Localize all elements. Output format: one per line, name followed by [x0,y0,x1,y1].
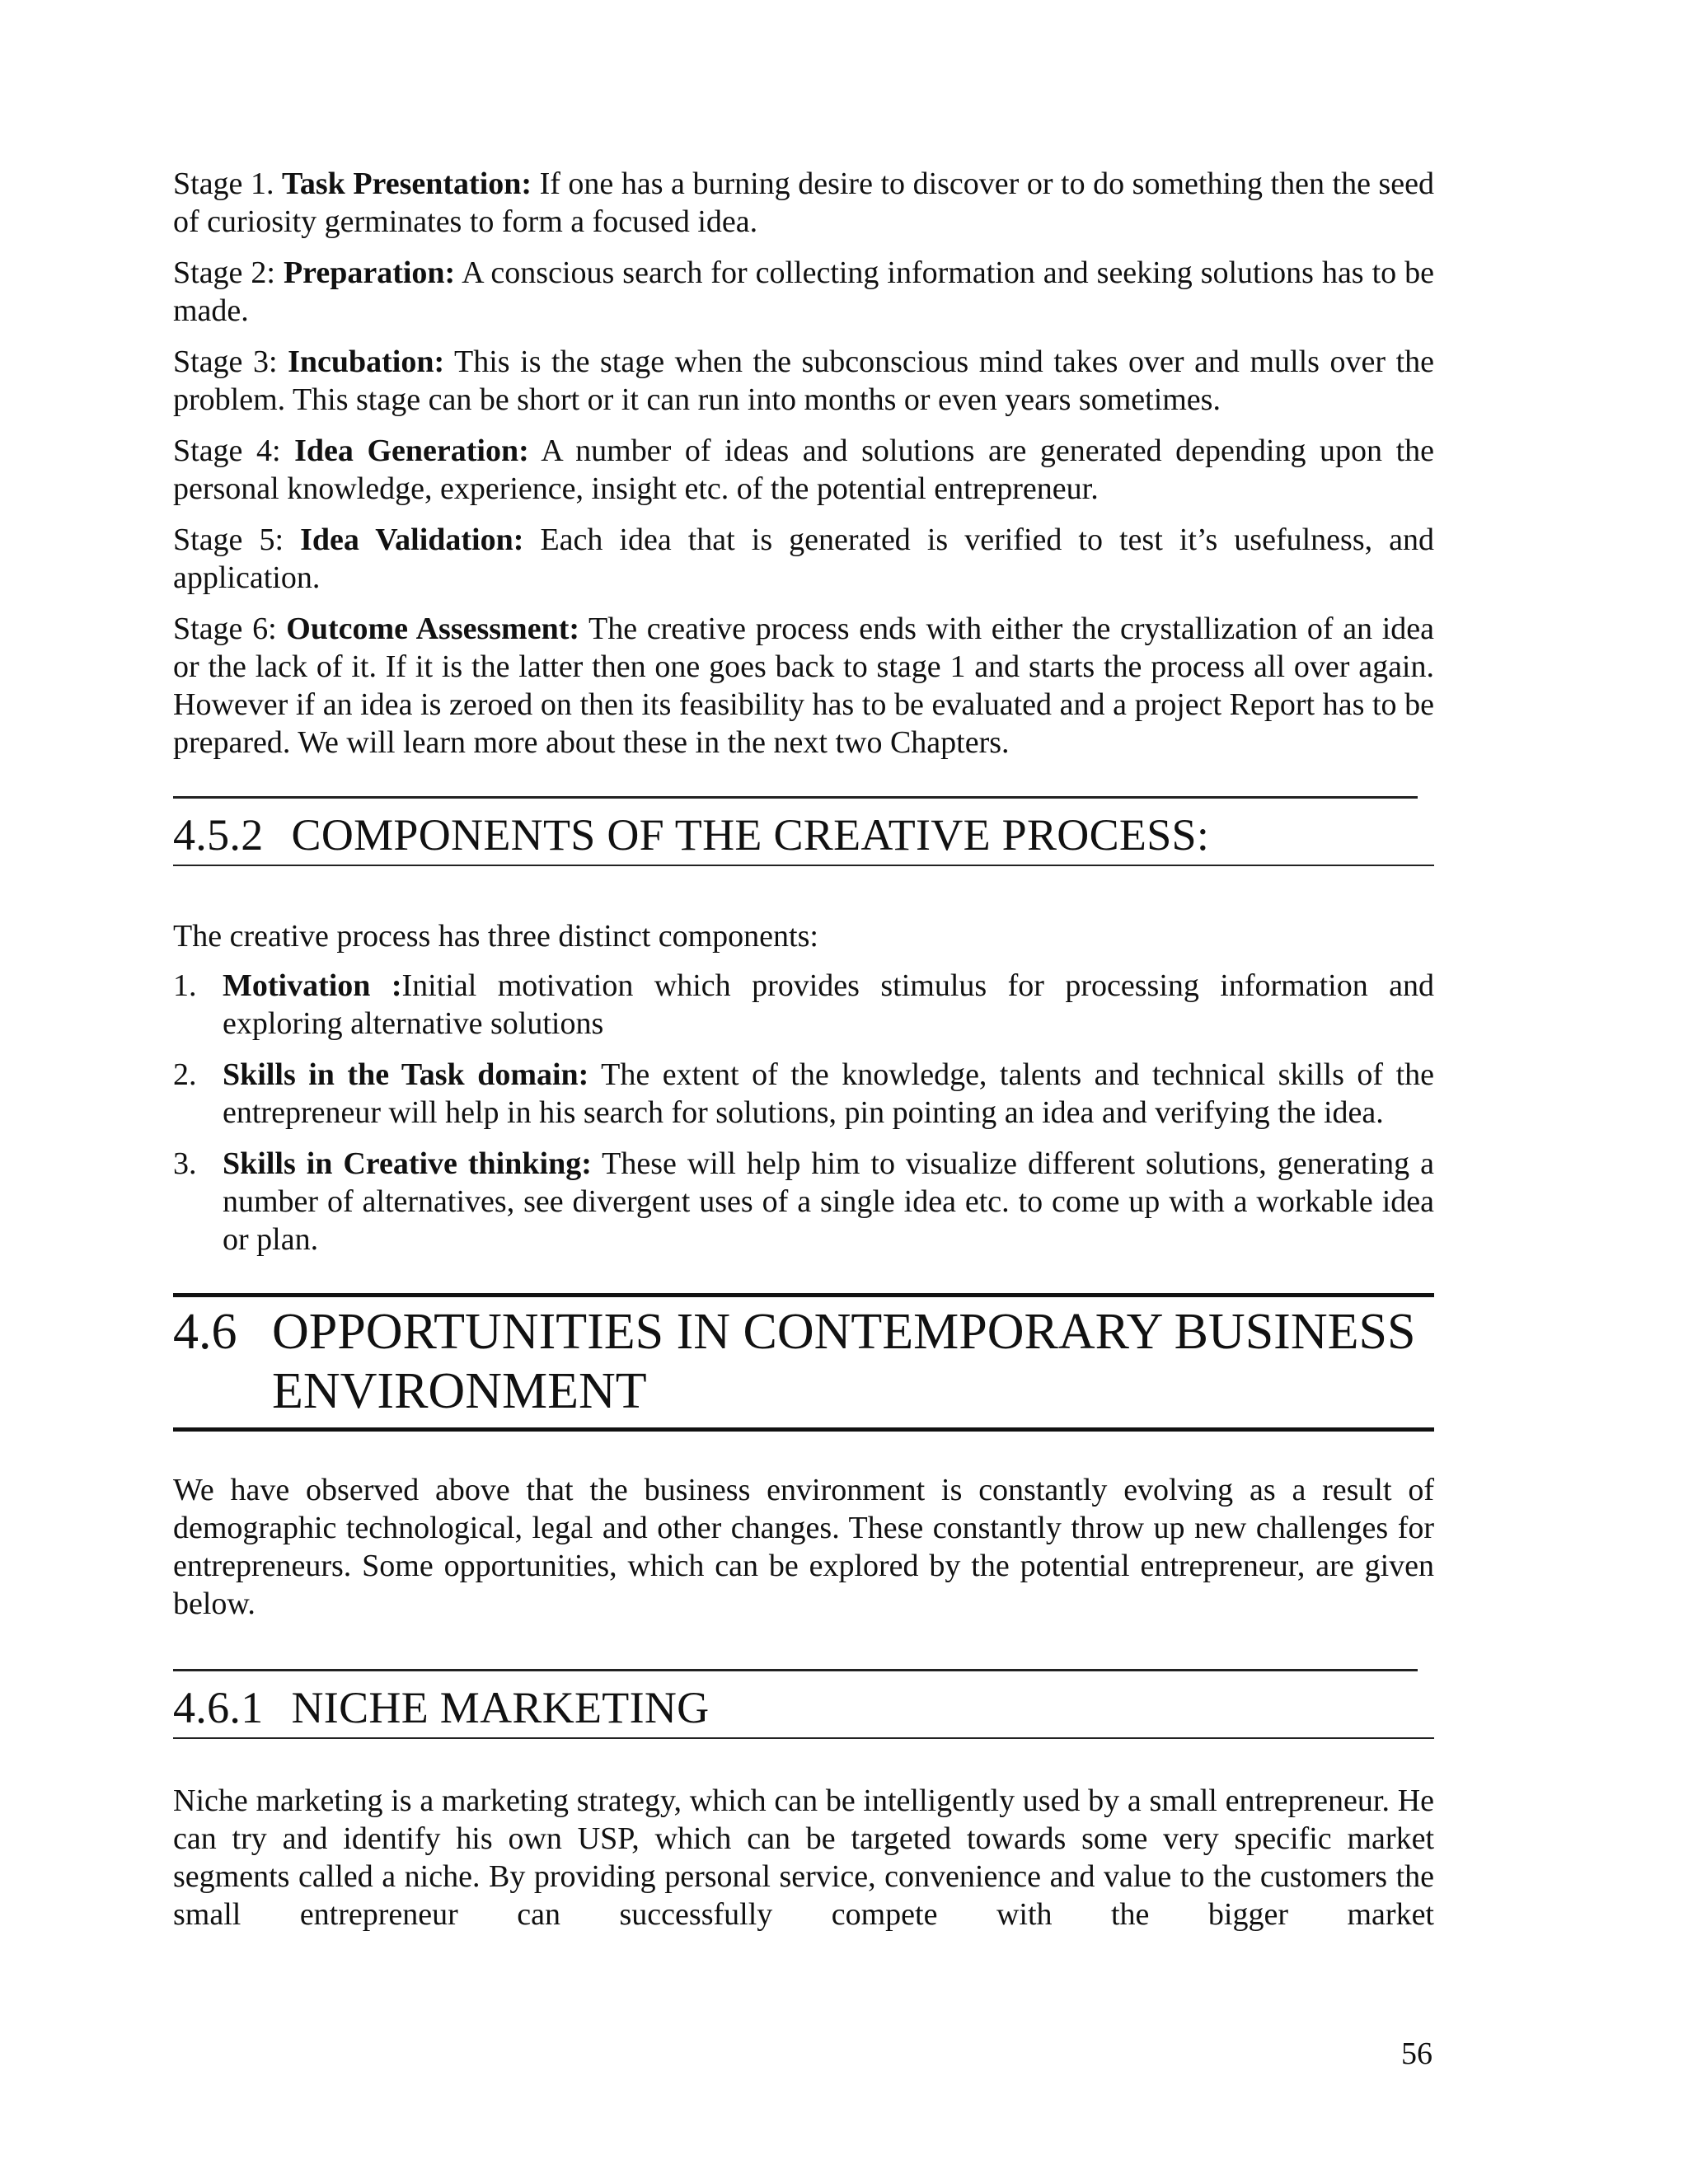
section-title: NICHE MARKETING [291,1683,710,1732]
item-text: Initial motivation which provides stimulus for processing information and exploring alternative solutions [223,968,1435,1041]
stage-2 [173,254,1434,330]
item-number: 2. [173,1057,197,1092]
chapter-heading [173,1297,1434,1432]
item-number: 3. [173,1146,197,1181]
section-body: We have observed above that the business environment is constantly evolving as a result of demographic technological, legal and other changes. These constantly throw up new challenges for entrepreneurs. Some opportunities, which can be explored by the potential entrepreneur, are given below. [173,1473,1434,1621]
list-item [173,967,1434,1043]
stage-text: A number of ideas and solutions are generated depending upon the personal knowledge, experience, insight etc. of the potential entrepreneur. [173,434,1435,506]
list-item [173,1056,1434,1132]
stage-prefix: Stage 2: [173,255,284,290]
section-4-6-1 [173,1669,1434,1933]
section-title: OPPORTUNITIES IN CONTEMPORARY BUSINESS ENVIRONMENT [272,1304,1416,1419]
stage-6 [173,610,1434,762]
stage-title: Incubation: [288,344,445,379]
stage-prefix: Stage 6: [173,612,287,646]
stage-text: This is the stage when the subconscious mind takes over and mulls over the problem. This stage can be short or it can run into months or even years sometimes. [173,344,1434,417]
stage-4 [173,432,1434,508]
item-text: These will help him to visualize different solutions, generating a number of alternatives, see divergent uses of a single idea etc. to come up with a workable idea or plan. [223,1146,1434,1257]
section-number: 4.5.2 [173,810,264,860]
page-content [173,165,1434,1933]
stage-prefix: Stage 4: [173,434,295,468]
section-intro: The creative process has three distinct components: [173,919,818,954]
page-number: 56 [1401,2036,1432,2071]
stage-prefix: Stage 1. [173,166,283,201]
stage-text: Each idea that is generated is verified to test it’s usefulness, and application. [173,523,1435,595]
components-list [173,967,1434,1258]
stages-list [173,165,1434,762]
section-number: 4.6.1 [173,1683,264,1732]
section-heading [173,1671,1434,1739]
stage-title: Task Presentation: [282,166,532,201]
item-number: 1. [173,968,197,1003]
section-number: 4.6 [173,1304,237,1360]
item-title: Motivation : [223,968,402,1003]
stage-text: If one has a burning desire to discover or to do something then the seed of curiosity germinates to form a focused idea. [173,166,1434,239]
section-title: COMPONENTS OF THE CREATIVE PROCESS: [291,810,1210,860]
stage-title: Outcome Assessment: [286,612,580,646]
stage-title: Idea Generation: [294,434,529,468]
section-heading [173,799,1434,866]
stage-prefix: Stage 3: [173,344,288,379]
stage-title: Preparation: [283,255,456,290]
stage-prefix: Stage 5: [173,523,301,557]
item-title: Skills in the Task domain: [223,1057,589,1092]
item-title: Skills in Creative thinking: [223,1146,592,1181]
list-item [173,1145,1434,1258]
section-4-5-2 [173,796,1434,1258]
stage-5 [173,521,1434,597]
item-text: The extent of the knowledge, talents and technical skills of the entrepreneur will help in his search for solutions, pin pointing an idea and verifying the idea. [223,1057,1434,1130]
stage-3 [173,343,1434,419]
stage-text: The creative process ends with either the crystallization of an idea or the lack of it. If it is the latter then one goes back to stage 1 and starts the process all over again. However if an idea is zeroed on then its feasibility has to be evaluated and a project Report has to be prepared. We will learn more about these in the next two Chapters. [173,612,1434,760]
stage-title: Idea Validation: [300,523,524,557]
section-body: Niche marketing is a marketing strategy, which can be intelligently used by a small entrepreneur. He can try and identify his own USP, which can be targeted towards some very specific market segments called a niche. By providing personal service, convenience and value to the customers the small entrepreneur can successfully compete with the bigger market [173,1783,1434,1932]
section-4-6 [173,1293,1434,1623]
stage-text: A conscious search for collecting information and seeking solutions has to be made. [173,255,1434,328]
stage-1 [173,165,1434,241]
